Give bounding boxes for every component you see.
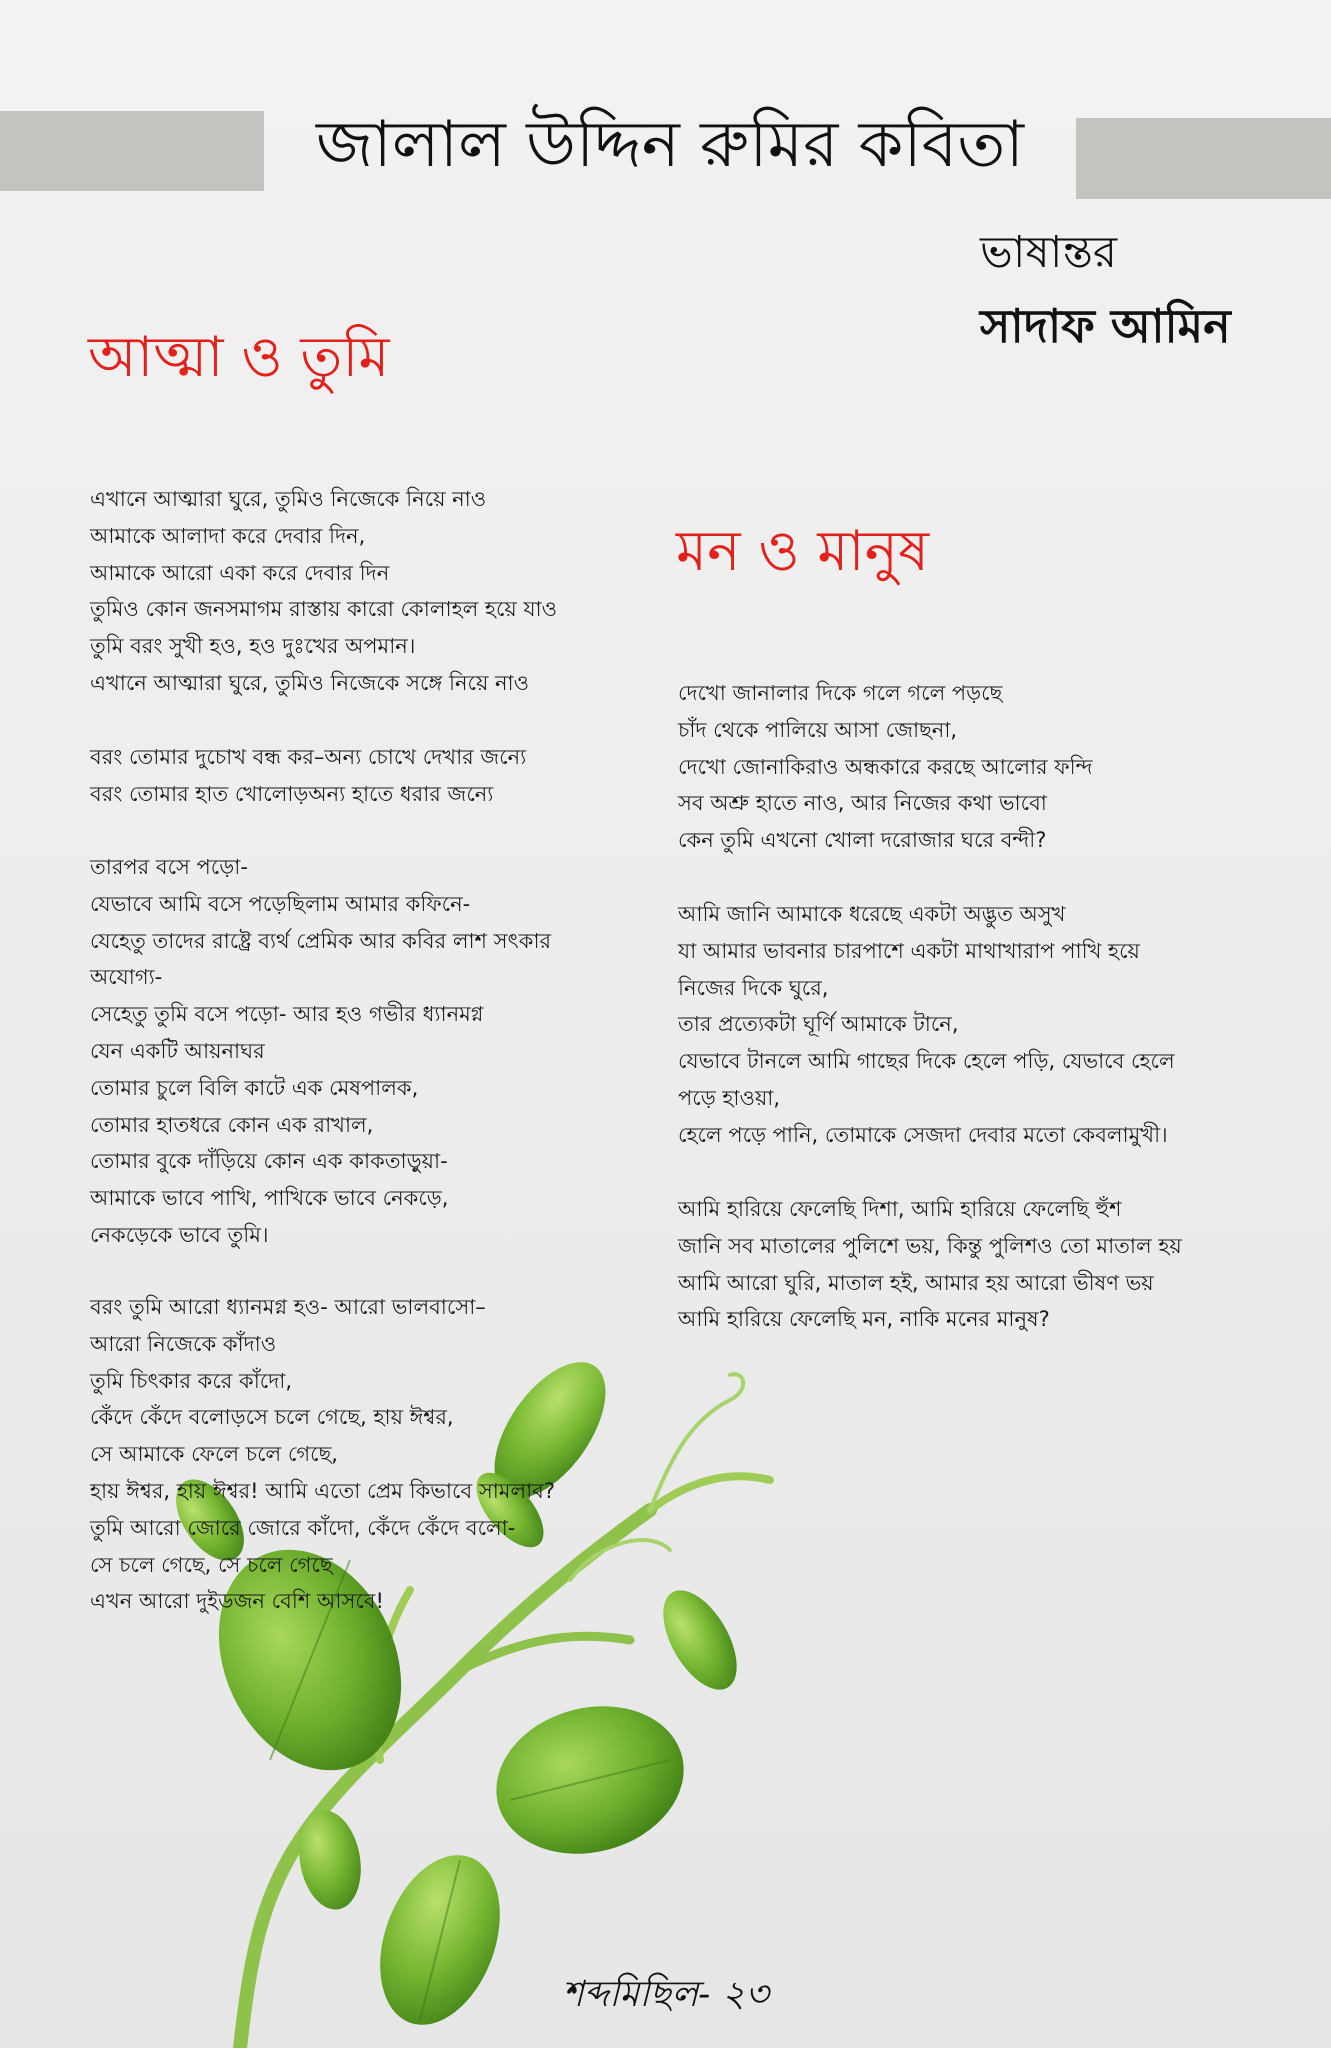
poem-line: বরং তুমি আরো ধ্যানমগ্ন হও- আরো ভালবাসো– [90, 1295, 486, 1319]
page-title: জালাল উদ্দিন রুমির কবিতা [316, 108, 1024, 182]
poem-line: নিজের দিকে ঘুরে, [678, 975, 829, 1000]
poem2-title: মন ও মানুষ [676, 519, 929, 584]
page-number: শব্দমিছিল- ২৩ [562, 1974, 769, 2015]
poem-line: হেলে পড়ে পানি, তোমাকে সেজদা দেবার মতো কেবলামুখী। [678, 1122, 1168, 1147]
poem-line: চাঁদ থেকে পালিয়ে আসা জোছনা, [678, 717, 958, 742]
poem-line: হায় ঈশ্বর, হায় ঈশ্বর! আমি এতো প্রেম কিভাবে সামলাব? [90, 1478, 556, 1503]
poem-line: তার প্রত্যেকটা ঘূর্ণি আমাকে টানে, [678, 1012, 959, 1037]
poem-line: সব অশ্রু হাতে নাও, আর নিজের কথা ভাবো [678, 791, 1047, 816]
poem2-stanza-1 [678, 675, 1093, 859]
poem-line: যেভাবে টানলে আমি গাছের দিকে হেলে পড়ি, যেভাবে হেলে [678, 1049, 1175, 1074]
poem-line: তুমি বরং সুখী হও, হও দুঃখের অপমান। [90, 634, 416, 659]
poem-line: দেখো জানালার দিকে গলে গলে পড়ছে [678, 681, 1003, 705]
poem1-stanza-3 [90, 849, 551, 1254]
poem2-stanza-2 [678, 896, 1175, 1154]
poem-line: তুমি আরো জোরে জোরে কাঁদো, কেঁদে কেঁদে বলো- [90, 1515, 516, 1540]
poem-line: আমাকে আরো একা করে দেবার দিন [90, 560, 390, 585]
plant-tendril [650, 1374, 743, 1510]
poem-line: সেহেতু তুমি বসে পড়ো- আর হও গভীর ধ্যানমগ্ন [90, 1002, 484, 1027]
translator-name: সাদাফ আমিন [980, 299, 1231, 353]
poem-line: নেকড়েকে ভাবে তুমি। [90, 1222, 269, 1247]
plant-leaf [292, 1806, 368, 1915]
translation-label: ভাষান্তর [980, 227, 1118, 278]
header-band-right [1076, 118, 1331, 199]
poem-line: তারপর বসে পড়ো- [90, 855, 248, 879]
poem-line: আমি আরো ঘুরি, মাতাল হই, আমার হয় আরো ভীষণ ভয় [678, 1270, 1154, 1295]
poem-line: সে চলে গেছে, সে চলে গেছে [90, 1552, 333, 1577]
poem-line: কেন তুমি এখনো খোলা দরোজার ঘরে বন্দী? [678, 828, 1047, 853]
poem2-stanza-3 [678, 1191, 1182, 1338]
poem-line: বরং তোমার হাত খোলোড়অন্য হাতে ধরার জন্যে [90, 781, 494, 806]
poem-line: যেন একটি আয়নাঘর [90, 1038, 265, 1063]
plant-stem-branch [650, 1476, 770, 1510]
poem-line: বরং তোমার দুচোখ বন্ধ কর–অন্য চোখে দেখার জন্যে [90, 745, 527, 769]
poem-line: যেহেতু তাদের রাষ্ট্রে ব্যর্থ প্রেমিক আর কবির লাশ সৎকার [90, 928, 552, 953]
poem-line: আমাকে আলাদা করে দেবার দিন, [90, 523, 366, 548]
poem1-stanza-4 [90, 1289, 555, 1620]
poem-line: এখানে আত্মারা ঘুরে, তুমিও নিজেকে নিয়ে নাও [90, 487, 487, 511]
header-band-left [0, 111, 264, 191]
poem-line: আমি হারিয়ে ফেলেছি দিশা, আমি হারিয়ে ফেলেছি হুঁশ [678, 1197, 1122, 1221]
poem-line: তুমি চিৎকার করে কাঁদো, [90, 1368, 293, 1393]
poem-line: জানি সব মাতালের পুলিশে ভয়, কিন্তু পুলিশও তো মাতাল হয় [678, 1233, 1182, 1258]
poem-line: তোমার বুকে দাঁড়িয়ে কোন এক কাকতাড়ুয়া- [90, 1149, 448, 1174]
poem-line: যা আমার ভাবনার চারপাশে একটা মাথাখারাপ পাখি হয়ে [678, 938, 1140, 963]
poem-line: কেঁদে কেঁদে বলোড়সে চলে গেছে, হায় ঈশ্বর, [90, 1405, 454, 1430]
poem-line: তোমার চুলে বিলি কাটে এক মেষপালক, [90, 1075, 419, 1100]
poem-line: আমি হারিয়ে ফেলেছি মন, নাকি মনের মানুষ? [678, 1307, 1050, 1332]
poem-line: যেভাবে আমি বসে পড়েছিলাম আমার কফিনে- [90, 891, 471, 916]
poem-line: দেখো জোনাকিরাও অন্ধকারে করছে আলোর ফন্দি [678, 754, 1093, 779]
poem1-stanza-1 [90, 481, 557, 702]
poem1-stanza-2 [90, 739, 526, 813]
poem-line: পড়ে হাওয়া, [678, 1085, 781, 1110]
poem-line: অযোগ্য- [90, 965, 163, 990]
plant-leaf [648, 1578, 751, 1701]
poem-line: আমি জানি আমাকে ধরেছে একটা অদ্ভুত অসুখ [678, 902, 1066, 926]
poem-line: সে আমাকে ফেলে চলে গেছে, [90, 1442, 338, 1467]
poem-line: তোমার হাতধরে কোন এক রাখাল, [90, 1112, 374, 1137]
poem1-title: আত্মা ও তুমি [88, 325, 390, 390]
poem-line: আরো নিজেকে কাঁদাও [90, 1331, 277, 1356]
poem-line: এখানে আত্মারা ঘুরে, তুমিও নিজেকে সঙ্গে নিয়ে নাও [90, 670, 530, 695]
poem-line: আমাকে ভাবে পাখি, পাখিকে ভাবে নেকড়ে, [90, 1186, 449, 1211]
poem-line: এখন আরো দুইডজন বেশি আসবে! [90, 1589, 384, 1614]
poem-line: তুমিও কোন জনসমাগম রাস্তায় কারো কোলাহল হয়ে যাও [90, 597, 558, 622]
